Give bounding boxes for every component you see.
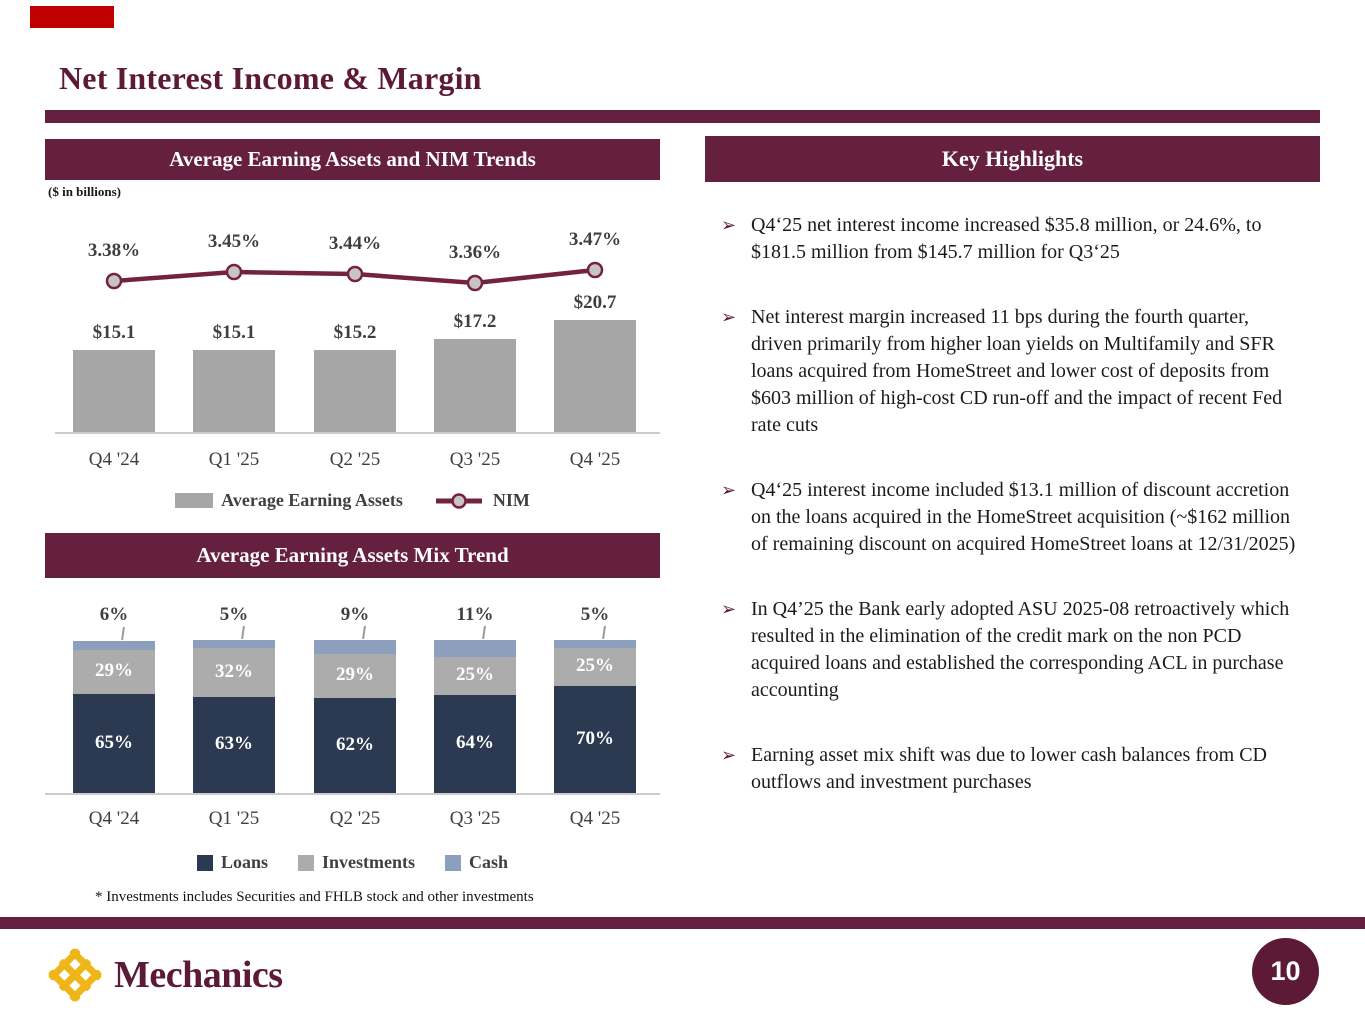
mechanics-logo	[46, 945, 283, 1005]
loans-segment-label: 62%	[336, 733, 374, 755]
cash-segment-label: 5%	[580, 604, 610, 625]
chart2-x-axis	[45, 793, 660, 795]
bullet-text: Q4‘25 interest income included $13.1 million of discount accretion on the loans acquired in the HomeStreet acquisition (~$162 million of remaining discount on acquired HomeStreet loans at 12/31/2025)	[751, 479, 1296, 555]
cash-segment	[73, 641, 155, 650]
page-number-badge: 10	[1252, 938, 1319, 1005]
investments-segment-label: 29%	[95, 660, 133, 681]
aea-nim-chart	[45, 210, 660, 475]
aea-bar-value: $15.1	[212, 322, 256, 343]
legend-label: Cash	[469, 852, 509, 872]
x-axis-label: Q2 '25	[329, 449, 381, 470]
aea-bar-value: $17.2	[453, 311, 497, 332]
cash-segment	[434, 640, 516, 657]
nim-value-label: 3.47%	[568, 229, 622, 250]
footer-rule	[0, 917, 1365, 929]
legend-item-nim	[433, 490, 530, 511]
aea-bar-value: $20.7	[573, 292, 617, 313]
highlight-bullet	[705, 477, 1320, 558]
bullet-arrow-icon: ➢	[721, 480, 737, 501]
nim-data-point	[348, 267, 362, 281]
cash-segment	[314, 640, 396, 654]
legend-item-average-earning-assets	[175, 490, 403, 511]
bullet-text: Net interest margin increased 11 bps during the fourth quarter, driven primarily from higher loan yields on Multifamily and SFR loans acquired from HomeStreet and lower cost of deposits from $603 million of high-cost CD run-off and the impact of recent Fed rate cuts	[751, 306, 1283, 436]
title-rule	[45, 110, 1320, 123]
bullet-arrow-icon: ➢	[721, 215, 737, 236]
legend-item-cash	[445, 852, 508, 873]
highlight-bullet	[705, 742, 1320, 796]
x-axis-label: Q4 '25	[569, 449, 621, 470]
cash-leader-line	[121, 627, 125, 640]
bullet-text: In Q4’25 the Bank early adopted ASU 2025-08 retroactively which resulted in the elimination of the credit mark on the non PCD acquired loans and established the corresponding ACL in purchase accounting	[751, 598, 1290, 701]
bullet-arrow-icon: ➢	[721, 307, 737, 328]
nim-legend-marker-icon	[433, 492, 485, 510]
nim-data-point	[227, 265, 241, 279]
loans-segment-label: 65%	[95, 731, 133, 753]
x-axis-label: Q4 '24	[88, 449, 140, 470]
highlight-bullet	[705, 596, 1320, 704]
brand-wordmark: Mechanics	[114, 954, 283, 996]
investments-swatch-icon	[298, 855, 314, 871]
cash-leader-line	[602, 626, 606, 639]
aea-bar-value: $15.1	[92, 322, 136, 343]
chart1-legend	[45, 490, 660, 511]
nim-value-label: 3.38%	[87, 240, 141, 261]
cash-swatch-icon	[445, 855, 461, 871]
x-axis-label: Q1 '25	[208, 808, 260, 829]
investments-segment-label: 25%	[576, 655, 614, 676]
loans-segment-label: 70%	[576, 727, 614, 749]
nim-data-point	[588, 263, 602, 277]
cash-leader-line	[241, 626, 245, 639]
nim-data-point	[107, 274, 121, 288]
cash-leader-line	[362, 626, 366, 639]
top-left-red-flag	[30, 6, 114, 28]
chart2-legend	[45, 852, 660, 873]
key-highlights-header: Key Highlights	[705, 136, 1320, 182]
nim-value-label: 3.44%	[328, 233, 382, 254]
loans-swatch-icon	[197, 855, 213, 871]
x-axis-label: Q4 '25	[569, 808, 621, 829]
legend-label: Average Earning Assets	[221, 490, 403, 510]
highlight-bullet	[705, 212, 1320, 266]
x-axis-label: Q3 '25	[449, 449, 501, 470]
bullet-text: Earning asset mix shift was due to lower cash balances from CD outflows and investment purchases	[751, 744, 1267, 793]
key-highlights-list	[705, 182, 1320, 834]
nim-value-label: 3.45%	[207, 231, 261, 252]
legend-label: Loans	[220, 852, 268, 872]
loans-segment-label: 64%	[456, 732, 494, 753]
x-axis-label: Q3 '25	[449, 808, 501, 829]
page-title: Net Interest Income & Margin	[59, 60, 482, 96]
x-axis-label: Q2 '25	[329, 808, 381, 829]
legend-label: Investments	[322, 852, 415, 872]
cash-segment-label: 6%	[99, 604, 129, 625]
cash-segment	[554, 640, 636, 648]
bullet-text: Q4‘25 net interest income increased $35.8 million, or 24.6%, to $181.5 million from $145.7 million for Q3‘25	[751, 214, 1262, 263]
units-label: ($ in billions)	[48, 184, 121, 199]
mechanics-logo-icon	[46, 945, 104, 1005]
investments-segment-label: 32%	[215, 660, 253, 682]
bullet-arrow-icon: ➢	[721, 745, 737, 766]
x-axis-label: Q4 '24	[88, 808, 140, 829]
aea-mix-chart	[45, 596, 660, 841]
loans-segment-label: 63%	[215, 733, 253, 754]
legend-label: NIM	[492, 490, 530, 510]
investments-footnote: * Investments includes Securities and FHLB stock and other investments	[95, 889, 534, 905]
bar-swatch-icon	[175, 493, 213, 508]
cash-segment-label: 9%	[340, 604, 370, 625]
cash-segment-label: 5%	[219, 604, 249, 625]
nim-data-point	[468, 276, 482, 290]
investments-segment-label: 25%	[456, 664, 494, 685]
cash-segment	[193, 640, 275, 648]
highlight-bullet	[705, 304, 1320, 439]
bullet-arrow-icon: ➢	[721, 599, 737, 620]
nim-value-label: 3.36%	[448, 242, 502, 263]
cash-leader-line	[482, 626, 486, 639]
cash-segment-label: 11%	[456, 604, 494, 625]
x-axis-label: Q1 '25	[208, 449, 260, 470]
legend-item-investments	[298, 852, 415, 873]
legend-item-loans	[197, 852, 268, 873]
chart2-header: Average Earning Assets Mix Trend	[45, 533, 660, 578]
aea-bar-value: $15.2	[333, 322, 377, 343]
chart1-header: Average Earning Assets and NIM Trends	[45, 139, 660, 180]
investments-segment-label: 29%	[336, 664, 374, 685]
